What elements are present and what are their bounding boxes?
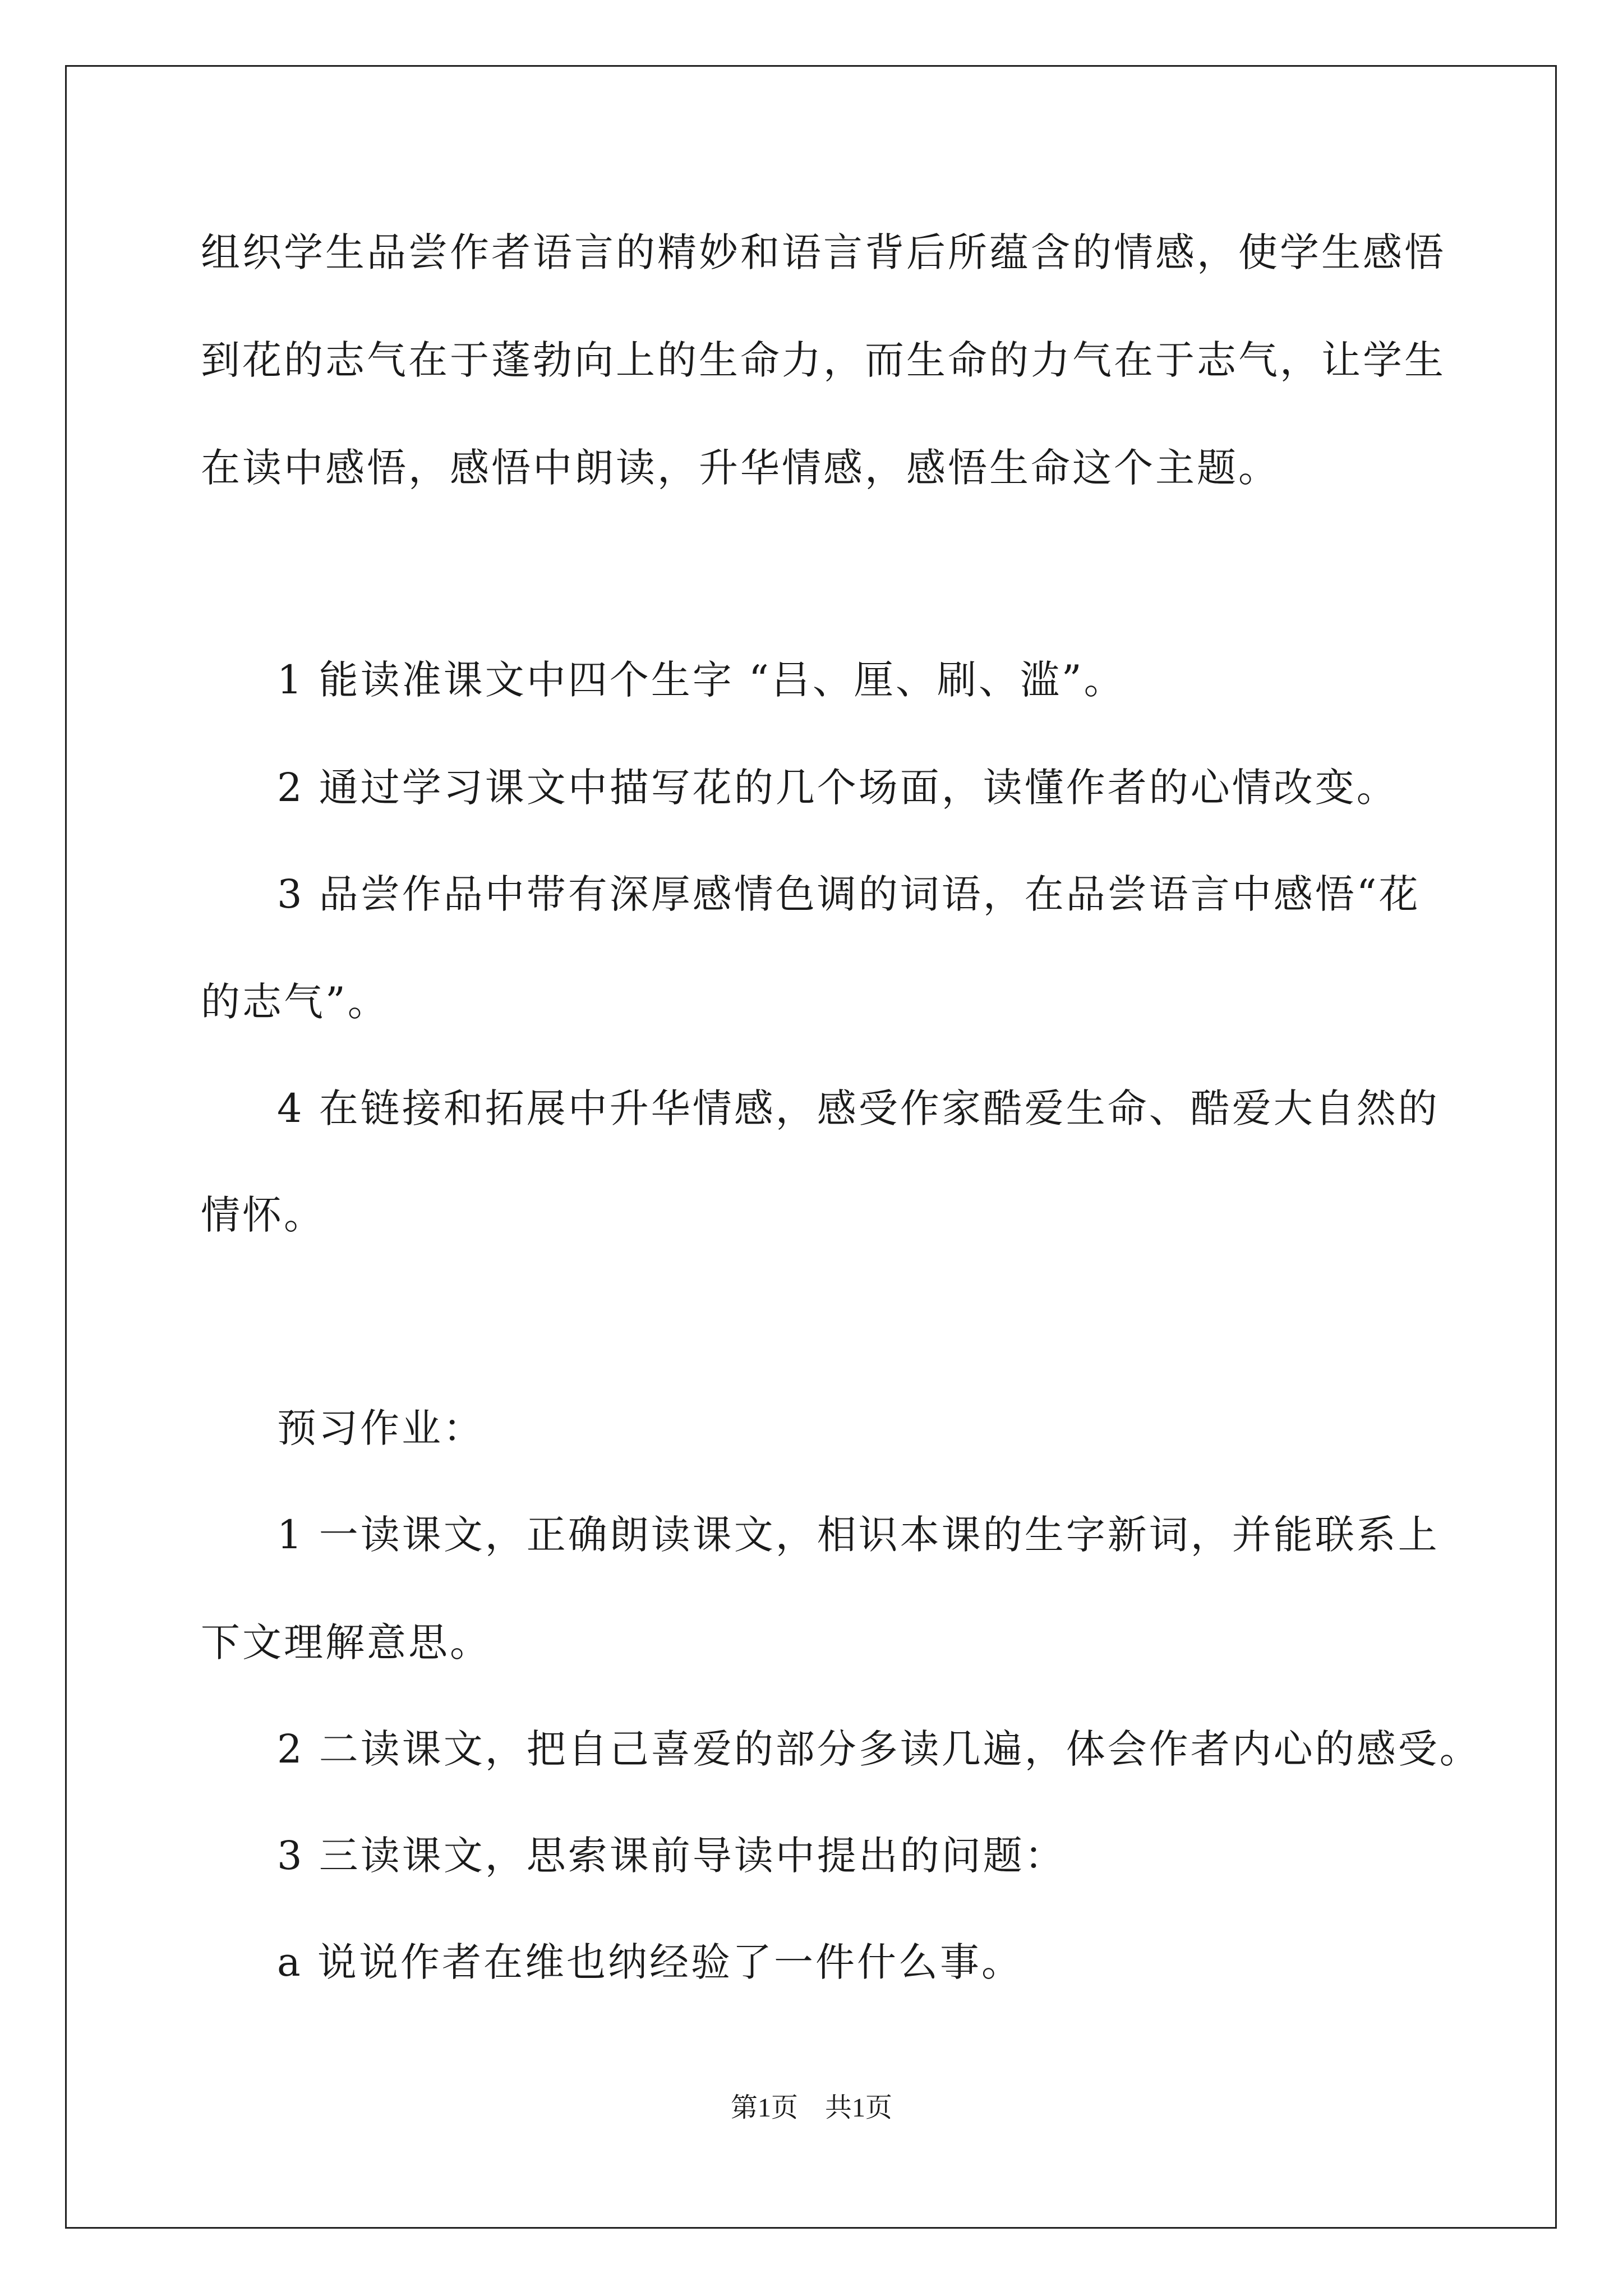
page-footer [0,2091,1623,2125]
page-number-current: 第1页 [730,2093,798,2123]
homework-heading: 预习作业： [277,1405,485,1451]
goal-item-1: 1 能读准课文中四个生字 “吕、厘、刷、滥”。 [277,657,1126,703]
page-number-total: 共1页 [825,2093,893,2123]
homework-item-a: a 说说作者在维也纳经验了一件什么事。 [277,1939,1023,1985]
intro-line-2: 到花的志气在于蓬勃向上的生命力，而生命的力气在于志气，让学生 [201,337,1446,383]
goal-item-2: 2 通过学习课文中描写花的几个场面，读懂作者的心情改变。 [277,765,1398,811]
goal-item-4: 4 在链接和拓展中升华情感，感受作家酷爱生命、酷爱大自然的 [277,1085,1440,1131]
goal-item-3: 3 品尝作品中带有深厚感情色调的词语，在品尝语言中感悟“花 [277,871,1421,917]
homework-item-1-cont: 下文理解意思。 [201,1619,491,1665]
goal-item-3-cont: 的志气”。 [201,979,389,1025]
homework-item-2: 2 二读课文，把自己喜爱的部分多读几遍，体会作者内心的感受。 [277,1726,1481,1772]
homework-item-1: 1 一读课文，正确朗读课文，相识本课的生字新词，并能联系上 [277,1512,1440,1558]
goal-item-4-cont: 情怀。 [201,1192,325,1238]
page-border [65,65,1557,2229]
intro-line-1: 组织学生品尝作者语言的精妙和语言背后所蕴含的情感，使学生感悟 [201,229,1446,275]
intro-line-3: 在读中感悟，感悟中朗读，升华情感，感悟生命这个主题。 [201,445,1280,491]
homework-item-3: 3 三读课文，思索课前导读中提出的问题： [277,1833,1066,1879]
